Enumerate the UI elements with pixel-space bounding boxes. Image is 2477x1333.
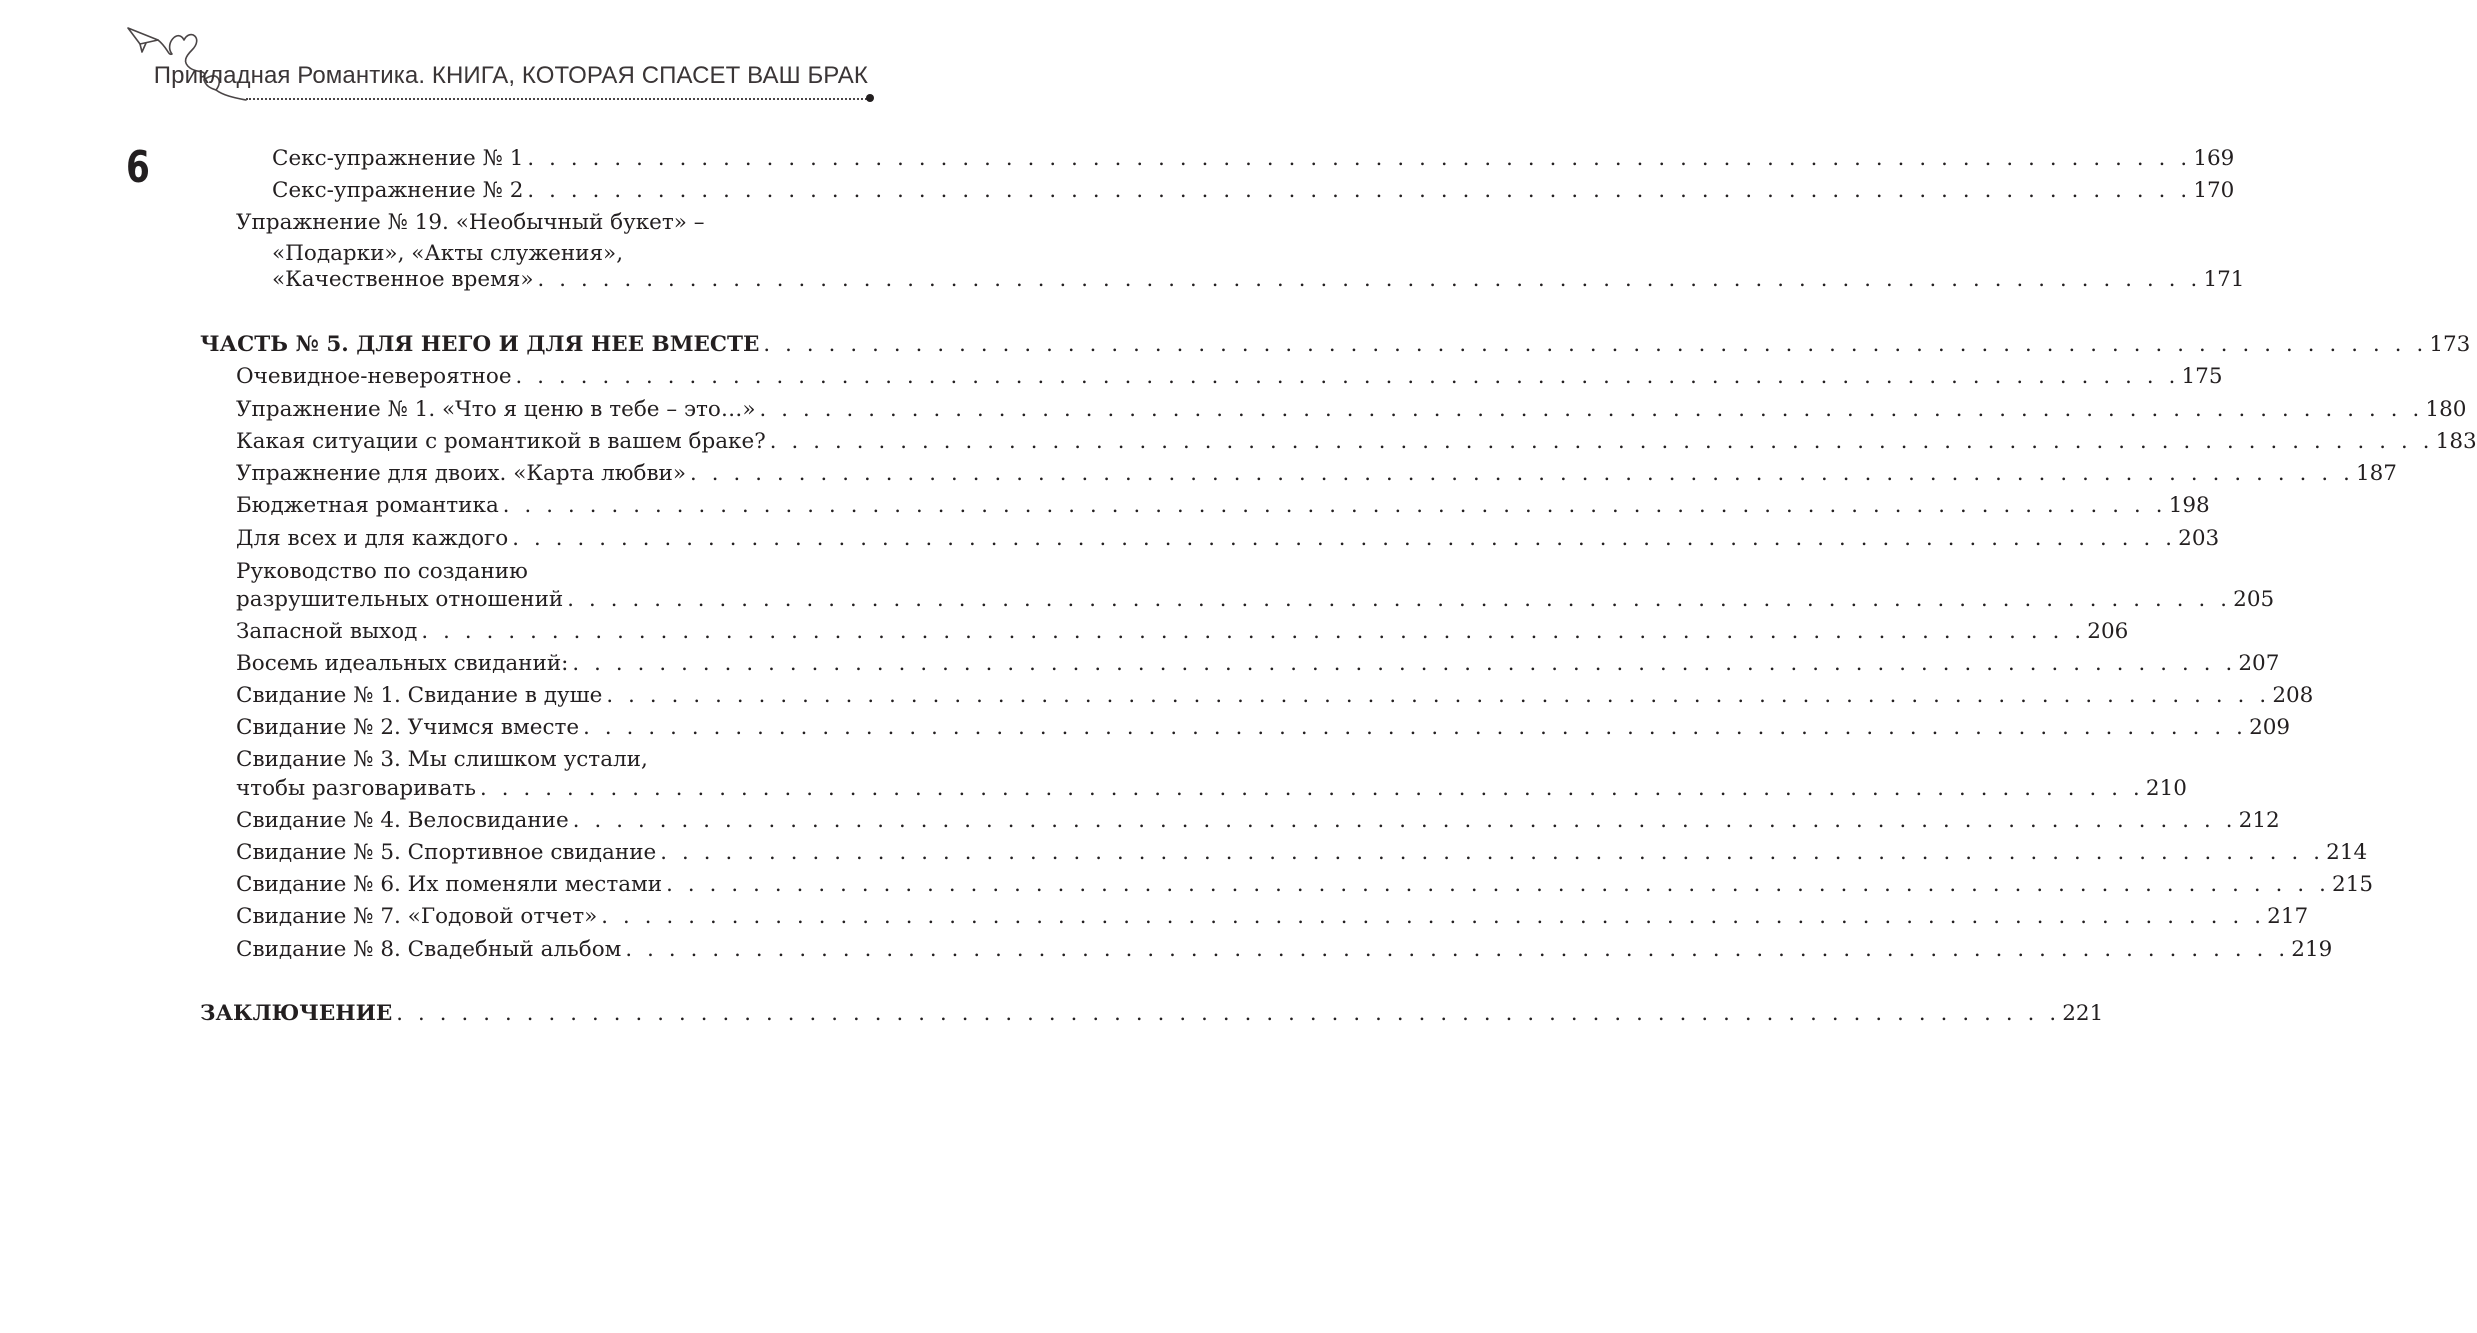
toc-part-heading[interactable] xyxy=(200,328,2471,360)
toc-entry-title: Руководство по созданию xyxy=(236,559,528,584)
toc-entry[interactable] xyxy=(236,900,2309,932)
toc-entry-page: 187 xyxy=(2355,461,2397,486)
toc-entry-page: 212 xyxy=(2238,808,2280,833)
toc-entry-title: Свидание № 5. Спортивное свидание xyxy=(236,840,657,865)
toc-entry-page: 203 xyxy=(2178,526,2220,551)
toc-entry-line[interactable] xyxy=(236,207,705,239)
toc-entry[interactable] xyxy=(236,836,2368,868)
toc-entry-page: 169 xyxy=(2193,146,2235,171)
toc-entry[interactable] xyxy=(236,457,2397,489)
page-number: 6 xyxy=(126,142,150,193)
toc-entry-title: Секс-упражнение № 2 xyxy=(272,178,524,203)
toc-entry[interactable] xyxy=(236,711,2291,743)
toc-entry-page: 175 xyxy=(2181,364,2223,389)
toc-entry-title: Свидание № 1. Свидание в душе xyxy=(236,683,603,708)
toc-entry-page: 221 xyxy=(2062,1001,2104,1026)
toc-entry[interactable] xyxy=(272,142,2235,174)
toc-leader-dots: . . . . . . . . . . . . . . . . . . . . . . . . . . . . . . . . . . . . . . . . . . . . . . . . . . . . . . . . . . . . . . . . . . . . . . . . . . . . . xyxy=(625,937,2290,961)
toc-entry-page: 215 xyxy=(2332,872,2374,897)
toc-entry[interactable] xyxy=(236,489,2210,521)
toc-entry[interactable] xyxy=(236,647,2280,679)
toc-leader-dots: . . . . . . . . . . . . . . . . . . . . . . . . . . . . . . . . . . . . . . . . . . . . . . . . . . . . . . . . . . . . . . . . . . . . . . . . . . . . . xyxy=(480,776,2144,800)
toc-entry[interactable] xyxy=(272,174,2235,206)
toc-entry[interactable] xyxy=(236,804,2280,836)
toc-leader-dots: . . . . . . . . . . . . . . . . . . . . . . . . . . . . . . . . . . . . . . . . . . . . . . . . . . . . . . . . . . . . . . . . . . . . . . . . . . . . . xyxy=(572,651,2237,675)
toc-entry-title: Свидание № 7. «Годовой отчет» xyxy=(236,904,598,929)
toc-leader-dots: . . . . . . . . . . . . . . . . . . . . . . . . . . . . . . . . . . . . . . . . . . . . . . . . . . . . . . . . . . . . . . . . . . . . . . . . . . . . . xyxy=(690,461,2354,485)
toc-entry-title: Какая ситуации с романтикой в вашем браке? xyxy=(236,429,766,454)
toc-leader-dots: . . . . . . . . . . . . . . . . . . . . . . . . . . . . . . . . . . . . . . . . . . . . . . . . . . . . . . . . . . . . . . . . . . . . . . . . . . . . . xyxy=(502,493,2167,517)
toc-leader-dots: . . . . . . . . . . . . . . . . . . . . . . . . . . . . . . . . . . . . . . . . . . . . . . . . . . . . . . . . . . . . . . . . . . . . . . . . . . . . . xyxy=(396,1001,2061,1025)
toc-entry-title: ЗАКЛЮЧЕНИЕ xyxy=(200,1001,393,1026)
toc-entry-page: 171 xyxy=(2203,267,2245,292)
toc-entry-page: 173 xyxy=(2429,332,2471,357)
toc-entry-title: Свидание № 3. Мы слишком устали, xyxy=(236,747,648,772)
running-head: Прикладная Романтика. КНИГА, КОТОРАЯ СПАСЕТ ВАШ БРАК xyxy=(153,62,868,89)
toc-leader-dots: . . . . . . . . . . . . . . . . . . . . . . . . . . . . . . . . . . . . . . . . . . . . . . . . . . . . . . . . . . . . . . . . . . . . . . . . . . . . . xyxy=(759,397,2424,421)
header-rule-end-dot xyxy=(866,94,874,102)
toc-leader-dots: . . . . . . . . . . . . . . . . . . . . . . . . . . . . . . . . . . . . . . . . . . . . . . . . . . . . . . . . . . . . . . . . . . . . . . . . . . . . . xyxy=(606,683,2271,707)
toc-leader-dots: . . . . . . . . . . . . . . . . . . . . . . . . . . . . . . . . . . . . . . . . . . . . . . . . . . . . . . . . . . . . . . . . . . . . . . . . . . . . . xyxy=(527,146,2192,170)
toc-leader-dots: . . . . . . . . . . . . . . . . . . . . . . . . . . . . . . . . . . . . . . . . . . . . . . . . . . . . . . . . . . . . . . . . . . . . . . . . . . . . . xyxy=(572,808,2237,832)
toc-leader-dots: . . . . . . . . . . . . . . . . . . . . . . . . . . . . . . . . . . . . . . . . . . . . . . . . . . . . . . . . . . . . . . . . . . . . . . . . . . . . . xyxy=(537,267,2202,291)
toc-entry-page: 183 xyxy=(2435,429,2477,454)
toc-entry-title: разрушительных отношений xyxy=(236,587,564,612)
toc-leader-dots: . . . . . . . . . . . . . . . . . . . . . . . . . . . . . . . . . . . . . . . . . . . . . . . . . . . . . . . . . . . . . . . . . . . . . . . . . . . . . xyxy=(567,587,2232,611)
toc-entry-page: 180 xyxy=(2425,397,2467,422)
toc-entry-page: 170 xyxy=(2193,178,2235,203)
toc-entry-title: Свидание № 6. Их поменяли местами xyxy=(236,872,663,897)
toc-entry-title: «Подарки», «Акты служения», xyxy=(272,241,624,266)
toc-entry-title: Бюджетная романтика xyxy=(236,493,499,518)
toc-entry-title: чтобы разговаривать xyxy=(236,776,476,801)
toc-leader-dots: . . . . . . . . . . . . . . . . . . . . . . . . . . . . . . . . . . . . . . . . . . . . . . . . . . . . . . . . . . . . . . . . . . . . . . . . . . . . . xyxy=(660,840,2325,864)
toc-entry[interactable] xyxy=(236,583,2275,615)
toc-leader-dots: . . . . . . . . . . . . . . . . . . . . . . . . . . . . . . . . . . . . . . . . . . . . . . . . . . . . . . . . . . . . . . . . . . . . . . . . . . . . . xyxy=(601,904,2266,928)
header-dotted-rule xyxy=(246,98,870,100)
toc-entry[interactable] xyxy=(272,263,2245,295)
toc-entry[interactable] xyxy=(236,522,2220,554)
toc-leader-dots: . . . . . . . . . . . . . . . . . . . . . . . . . . . . . . . . . . . . . . . . . . . . . . . . . . . . . . . . . . . . . . . . . . . . . . . . . . . . . xyxy=(527,178,2192,202)
toc-leader-dots: . . . . . . . . . . . . . . . . . . . . . . . . . . . . . . . . . . . . . . . . . . . . . . . . . . . . . . . . . . . . . . . . . . . . . . . . . . . . . xyxy=(512,526,2177,550)
toc-entry[interactable] xyxy=(236,679,2314,711)
toc-entry-title: Запасной выход xyxy=(236,619,418,644)
toc-leader-dots: . . . . . . . . . . . . . . . . . . . . . . . . . . . . . . . . . . . . . . . . . . . . . . . . . . . . . . . . . . . . . . . . . . . . . . . . . . . . . xyxy=(583,715,2248,739)
toc-entry-title: Свидание № 4. Велосвидание xyxy=(236,808,569,833)
toc-entry-title: «Качественное время» xyxy=(272,267,534,292)
toc-entry-title: Упражнение для двоих. «Карта любви» xyxy=(236,461,687,486)
toc-entry-title: Упражнение № 19. «Необычный букет» – xyxy=(236,210,705,235)
toc-entry-title: Свидание № 2. Учимся вместе xyxy=(236,715,580,740)
toc-entry-title: Упражнение № 1. «Что я ценю в тебе – это…» xyxy=(236,397,756,422)
toc-leader-dots: . . . . . . . . . . . . . . . . . . . . . . . . . . . . . . . . . . . . . . . . . . . . . . . . . . . . . . . . . . . . . . . . . . . . . . . . . . . . . xyxy=(763,332,2428,356)
toc-entry-page: 214 xyxy=(2326,840,2368,865)
toc-entry-title: Для всех и для каждого xyxy=(236,526,509,551)
toc-entry[interactable] xyxy=(236,772,2187,804)
toc-leader-dots: . . . . . . . . . . . . . . . . . . . . . . . . . . . . . . . . . . . . . . . . . . . . . . . . . . . . . . . . . . . . . . . . . . . . . . . . . . . . . xyxy=(769,429,2434,453)
toc-entry-title: Восемь идеальных свиданий: xyxy=(236,651,569,676)
toc-entry-title: Очевидное-невероятное xyxy=(236,364,512,389)
toc-entry[interactable] xyxy=(236,933,2333,965)
toc-entry-title: ЧАСТЬ № 5. ДЛЯ НЕГО И ДЛЯ НЕЕ ВМЕСТЕ xyxy=(200,332,760,357)
toc-entry-page: 207 xyxy=(2238,651,2280,676)
toc-entry-page: 208 xyxy=(2272,683,2314,708)
toc-entry-page: 217 xyxy=(2267,904,2309,929)
toc-leader-dots: . . . . . . . . . . . . . . . . . . . . . . . . . . . . . . . . . . . . . . . . . . . . . . . . . . . . . . . . . . . . . . . . . . . . . . . . . . . . . xyxy=(515,364,2180,388)
toc-entry[interactable] xyxy=(236,393,2467,425)
toc-leader-dots: . . . . . . . . . . . . . . . . . . . . . . . . . . . . . . . . . . . . . . . . . . . . . . . . . . . . . . . . . . . . . . . . . . . . . . . . . . . . . xyxy=(421,619,2086,643)
toc-entry-page: 209 xyxy=(2249,715,2291,740)
toc-entry[interactable] xyxy=(236,868,2374,900)
toc-entry-title: Секс-упражнение № 1 xyxy=(272,146,524,171)
toc-leader-dots: . . . . . . . . . . . . . . . . . . . . . . . . . . . . . . . . . . . . . . . . . . . . . . . . . . . . . . . . . . . . . . . . . . . . . . . . . . . . . xyxy=(666,872,2331,896)
toc-entry-page: 219 xyxy=(2291,937,2333,962)
toc-entry-page: 206 xyxy=(2087,619,2129,644)
toc-entry[interactable] xyxy=(236,360,2223,392)
toc-entry-title: Свидание № 8. Свадебный альбом xyxy=(236,937,622,962)
toc-entry[interactable] xyxy=(236,425,2477,457)
toc-entry-page: 205 xyxy=(2233,587,2275,612)
toc-part-heading[interactable] xyxy=(200,997,2104,1029)
toc-entry[interactable] xyxy=(236,615,2129,647)
toc-entry-page: 210 xyxy=(2145,776,2187,801)
toc-entry-page: 198 xyxy=(2168,493,2210,518)
